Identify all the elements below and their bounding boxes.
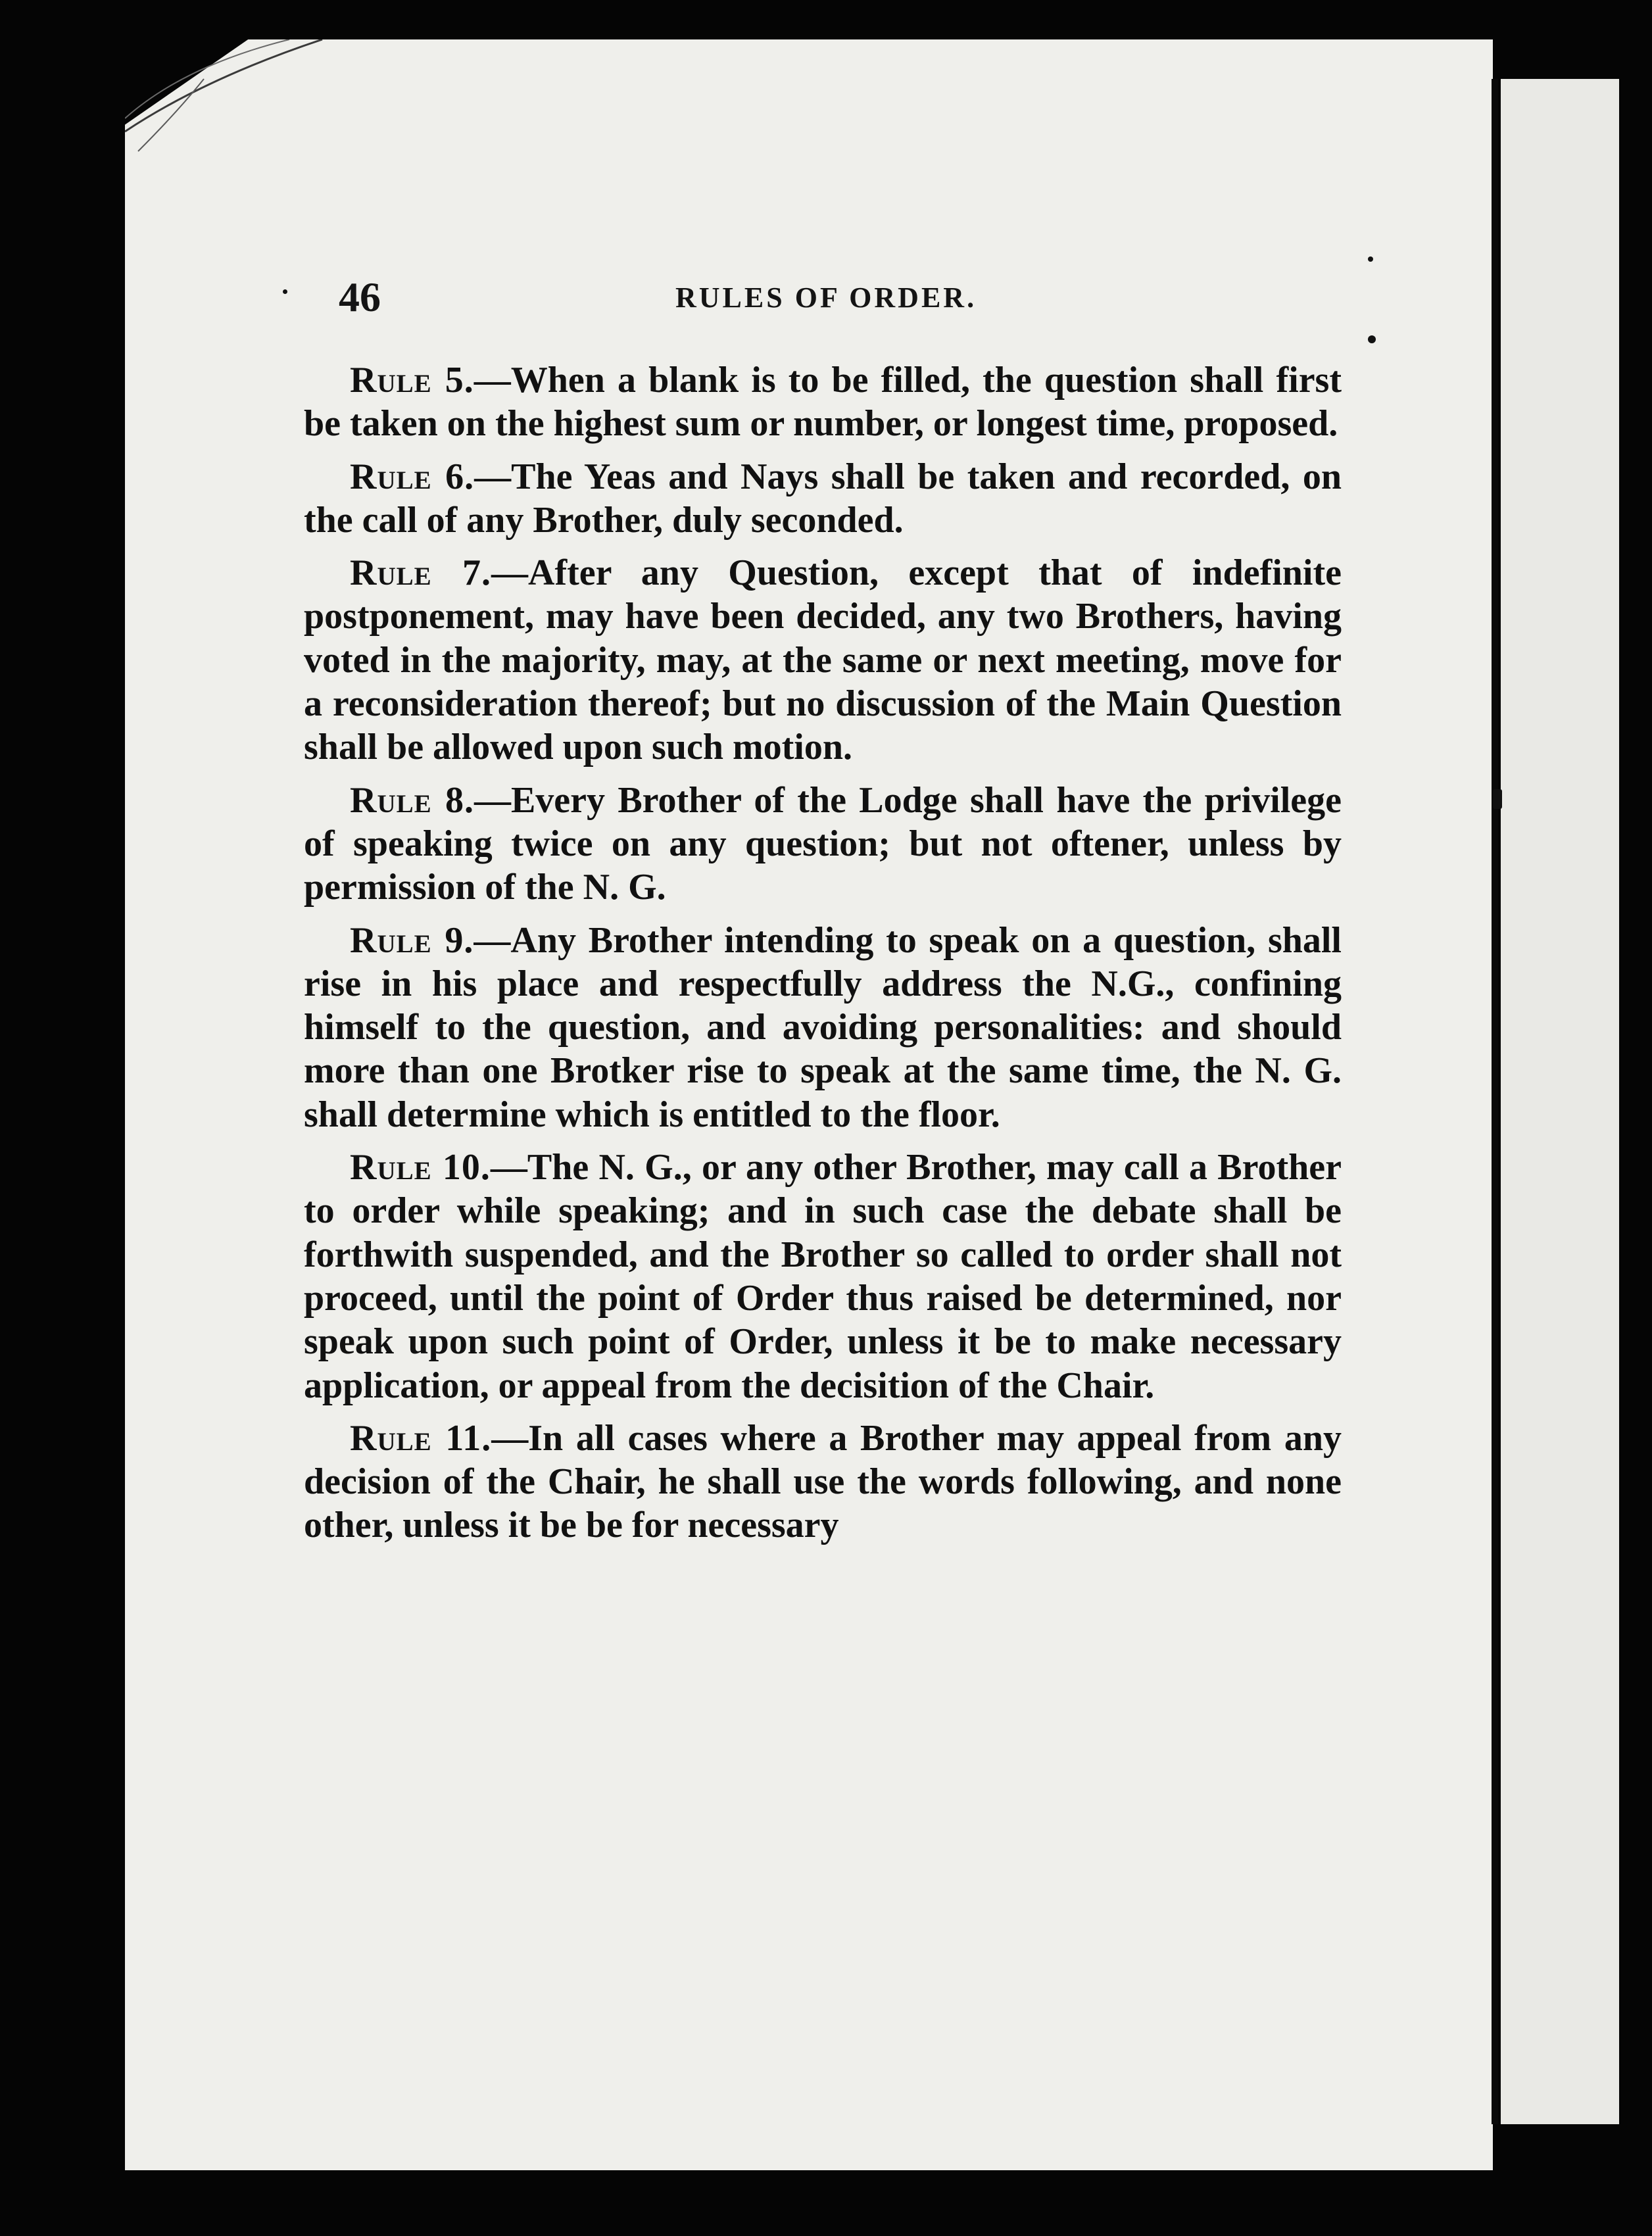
rule-text: —The Yeas and Nays shall be taken and recorded, on the call of any Brother, duly seconded. xyxy=(304,456,1342,541)
ink-speck xyxy=(1493,789,1502,809)
rule-5 xyxy=(304,358,1342,446)
rule-text: —After any Question, except that of indefinite postponement, may have been decided, any two Brothers, having voted in the majority, may, at the same or next meeting, move for a reconsideration thereof; but no discussion of the Main Question shall be allowed upon such motion. xyxy=(304,552,1342,768)
ink-speck xyxy=(283,289,287,294)
rule-11 xyxy=(304,1417,1342,1547)
rule-text: —The N. G., or any other Brother, may call a Brother to order while speaking; and in such case the debate shall be forthwith suspended, and the Brother so called to order shall not proceed, until the point of Order thus raised be determined, nor speak upon such point of Order, unless it be to make necessary application, or appeal from the decisition of the Chair. xyxy=(304,1147,1342,1406)
rule-label: Rule 10. xyxy=(350,1147,491,1188)
running-head xyxy=(339,273,1358,332)
rule-10 xyxy=(304,1146,1342,1407)
rules-text xyxy=(304,358,1342,1557)
running-head-title: RULES OF ORDER. xyxy=(675,281,977,314)
rule-text: —In all cases where a Brother may appeal from any decision of the Chair, he shall use the words following, and none other, unless it be be for necessary xyxy=(304,1417,1342,1546)
facing-page xyxy=(1501,79,1619,2124)
rule-label: Rule 9. xyxy=(350,919,474,961)
rule-label: Rule 8. xyxy=(350,779,474,821)
ink-speck xyxy=(1368,256,1373,262)
page-number: 46 xyxy=(339,274,381,320)
rule-text: —Any Brother intending to speak on a question, shall rise in his place and respectfully address the N.G., confining himself to the question, and avoiding personalities: and should more than one Brotker rise to speak at the same time, the N. G. shall determine which is entitled to the floor. xyxy=(304,919,1342,1135)
rule-text: —Every Brother of the Lodge shall have the privilege of speaking twice on any question; but not oftener, unless by permission of the N. G. xyxy=(304,779,1342,908)
rule-label: Rule 5. xyxy=(350,360,474,401)
rule-9 xyxy=(304,919,1342,1136)
rule-label: Rule 6. xyxy=(350,456,475,497)
page-gutter xyxy=(1492,79,1498,2124)
rule-7 xyxy=(304,551,1342,769)
rule-label: Rule 11. xyxy=(350,1417,492,1459)
rule-6 xyxy=(304,455,1342,543)
folded-corner xyxy=(125,39,335,250)
ink-speck xyxy=(1368,335,1376,343)
rule-8 xyxy=(304,779,1342,910)
rule-label: Rule 7. xyxy=(350,552,491,594)
rule-text: —When a blank is to be filled, the question shall first be taken on the highest sum or number, or longest time, proposed. xyxy=(304,360,1342,445)
